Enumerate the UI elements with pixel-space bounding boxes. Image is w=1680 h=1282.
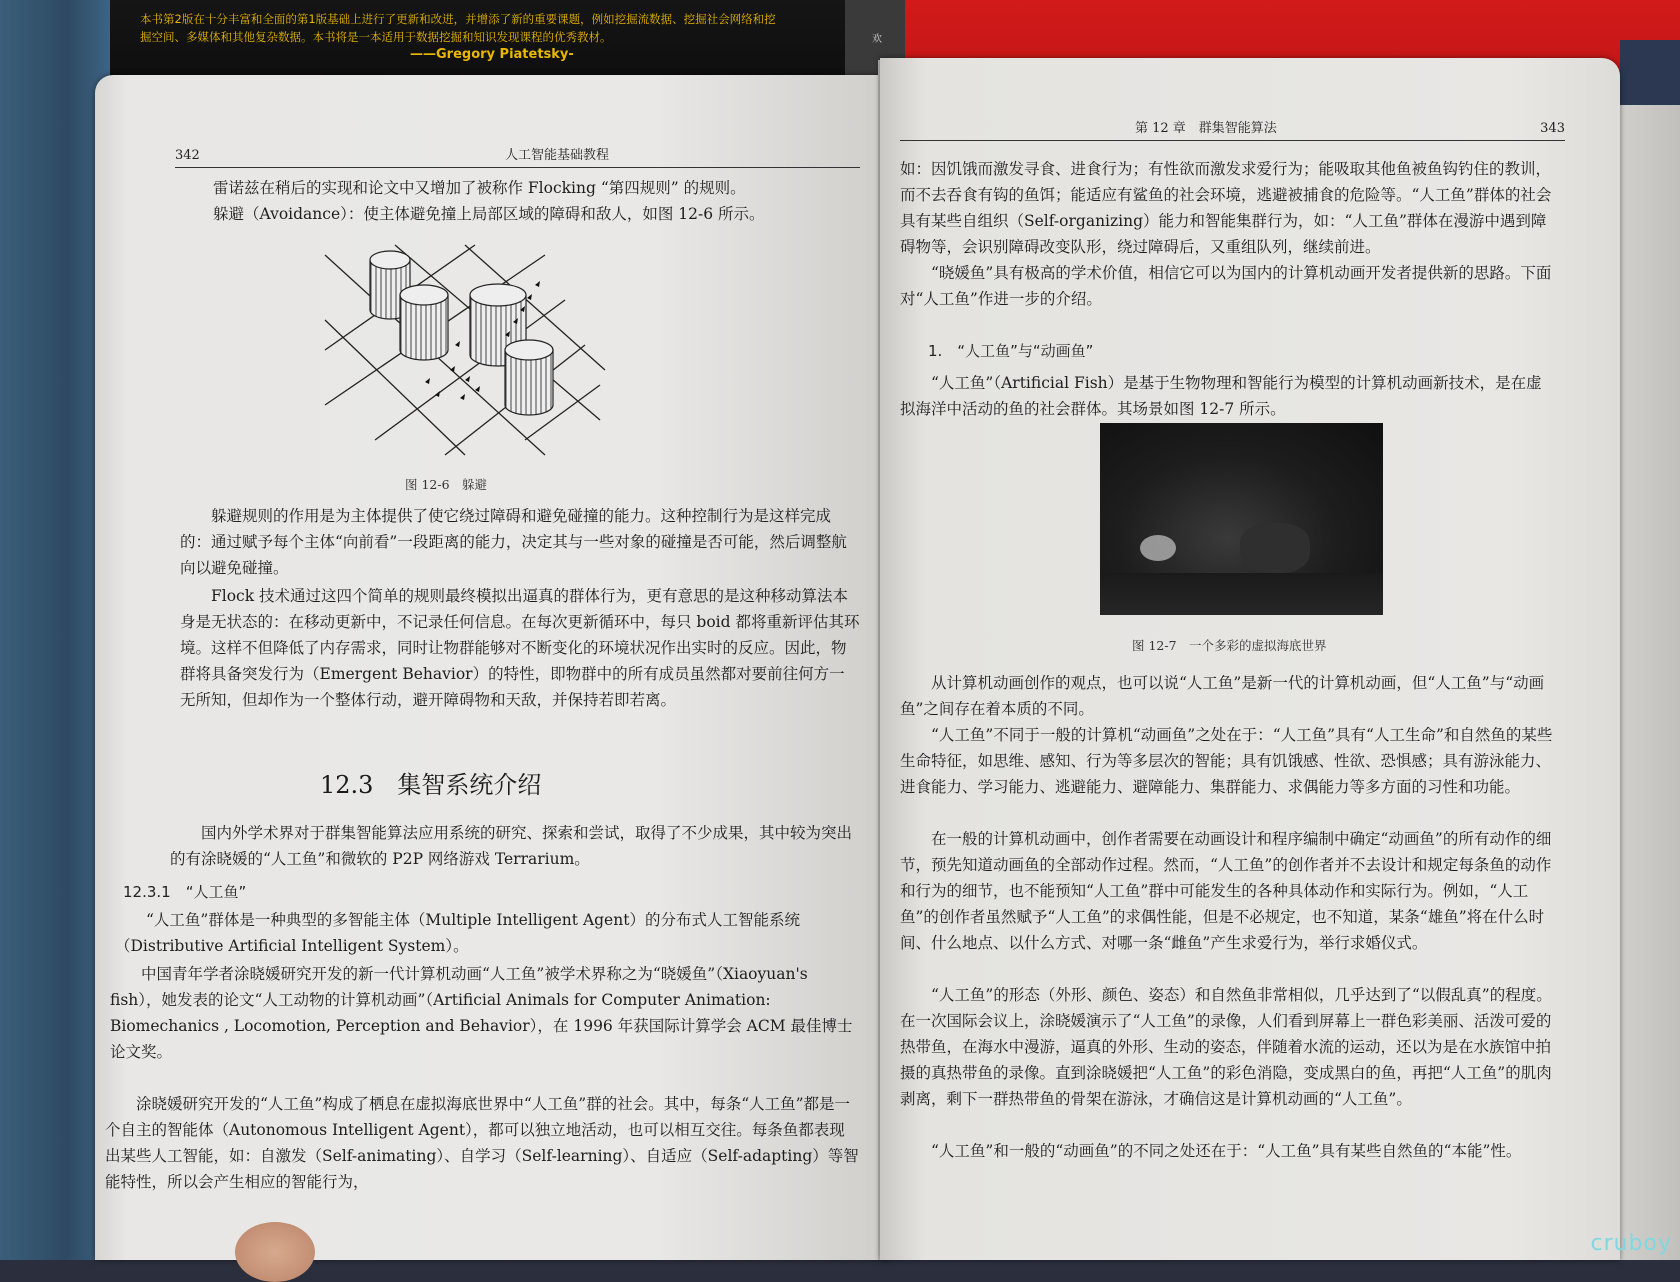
- left-para-agent: “人工鱼”群体是一种典型的多智能主体（Multiple Intelligent Agent）的分布式人工智能系统（Distributive Artificial Intelligent System）。: [115, 911, 800, 955]
- right-para-difference: “人工鱼”不同于一般的计算机“动画鱼”之处在于：“人工鱼”具有“人工生命”和自然鱼的某些生命特征，如思维、感知、行为等多层次的智能；具有饥饿感、性欲、恐惧感；具有游泳能力、进食能力、学习能力、逃避能力、避障能力、集群能力、求偶能力等多方面的习性和功能。: [900, 726, 1553, 796]
- right-para-viewpoint: 从计算机动画创作的观点，也可以说“人工鱼”是新一代的计算机动画，但“人工鱼”与“动画鱼”之间存在着本质的不同。: [900, 674, 1545, 718]
- left-page-header: [175, 137, 860, 168]
- figure-12-6-caption: 图 12-6 躲避: [405, 477, 488, 492]
- left-para-flock: Flock 技术通过这四个简单的规则最终模拟出逼真的群体行为，更有意思的是这种移动算法本身是无状态的：在移动更新中，不记录任何信息。在每次更新循环中，每只 boid 都将重新评估其环境。这样不但降低了内存需求，同时让物群能够对不断变化的环境状况作出实时的反应。因此，物群将具备突发行为（Emergent Behavior）的特性，即物群中的所有成员虽然都对要前往何方一无所知，但却作为一个整体行动，避开障碍物和天敌，并保持若即若离。: [180, 587, 860, 709]
- undersea-world-image: [1100, 423, 1383, 615]
- right-para-form: “人工鱼”的形态（外形、颜色、姿态）和自然鱼非常相似，几乎达到了“以假乱真”的程度。在一次国际会议上，涂晓媛演示了“人工鱼”的录像，人们看到屏幕上一群色彩美丽、活泼可爱的热带鱼，在海水中漫游，逼真的外形、生动的姿态，伴随着水流的运动，还以为是在水族馆中拍摄的真热带鱼的录像。直到涂晓媛把“人工鱼”的彩色消隐，变成黑白的鱼，再把“人工鱼”的肌肉剥离，剩下一群热带鱼的骨架在游泳，才确信这是计算机动画的“人工鱼”。: [900, 986, 1552, 1108]
- intro-line: 雷诺兹在稍后的实现和论文中又增加了被称作 Flocking “第四规则” 的规则。: [213, 179, 746, 197]
- left-page-number: 342: [175, 148, 200, 163]
- right-page: [880, 58, 1620, 1260]
- left-para-research: 国内外学术界对于群集智能算法应用系统的研究、探索和尝试，取得了不少成果，其中较为突出的有涂晓媛的“人工鱼”和微软的 P2P 网络游戏 Terrarium。: [170, 824, 853, 868]
- left-para-society: 涂晓媛研究开发的“人工鱼”构成了栖息在虚拟海底世界中“人工鱼”群的社会。其中，每条“人工鱼”都是一个自主的智能体（Autonomous Intelligent Agent），都可以独立地活动，也可以相互交往。每条鱼都表现出某些人工智能，如：自激发（Self-animating）、自学习（Self-learning）、自适应（Self-adapting）等智能特性，所以会产生相应的智能行为，: [105, 1095, 859, 1191]
- cover-text: [140, 10, 780, 64]
- intro-line: 躲避（Avoidance）：使主体避免撞上局部区域的障碍和敌人，如图 12-6 所示。: [213, 205, 765, 223]
- figure-12-7-caption: 图 12-7 一个多彩的虚拟海底世界: [1132, 638, 1327, 653]
- cover-blurb: 本书第2版在十分丰富和全面的第1版基础上进行了更新和改进，并增添了新的重要课题，例如挖掘流数据、挖掘社会网络和挖掘空间、多媒体和其他复杂数据。本书将是一本适用于数据挖掘和知识发现课程的优秀教材。: [140, 12, 776, 44]
- left-para-avoidance: 躲避规则的作用是为主体提供了使它绕过障碍和避免碰撞的能力。这种控制行为是这样完成的：通过赋予每个主体“向前看”一段距离的能力，决定其与一些对象的碰撞是否可能，然后调整航向以避免碰撞。: [180, 507, 847, 577]
- right-para-animation: 在一般的计算机动画中，创作者需要在动画设计和程序编制中确定“动画鱼”的所有动作的细节，预先知道动画鱼的全部动作过程。然而，“人工鱼”的创作者并不去设计和规定每条鱼的动作和行为的细节，也不能预知“人工鱼”群中可能发生的各种具体动作和实际行为。例如，“人工鱼”的创作者虽然赋予“人工鱼”的求偶性能，但是不必规定，也不知道，某条“雄鱼”将在什么时间、什么地点、以什么方式、对哪一条“雌鱼”产生求爱行为，举行求婚仪式。: [900, 830, 1552, 952]
- photo-fish-light: [1140, 535, 1176, 561]
- section-12-3-title: 12.3 集智系统介绍: [320, 771, 542, 799]
- photo-seabed: [1100, 573, 1383, 615]
- left-page: [95, 75, 890, 1260]
- subsection-12-3-1-title: 12.3.1 “人工鱼”: [123, 883, 247, 901]
- left-header-title: 人工智能基础教程: [505, 148, 610, 163]
- cover-tag: 欢: [872, 34, 882, 45]
- right-para-value: “晓媛鱼”具有极高的学术价值，相信它可以为国内的计算机动画开发者提供新的思路。下面对“人工鱼”作进一步的介绍。: [900, 264, 1552, 308]
- background-fabric: [0, 0, 110, 1260]
- right-para-instinct: “人工鱼”和一般的“动画鱼”的不同之处还在于：“人工鱼”具有某些自然鱼的“本能”性。: [931, 1142, 1522, 1160]
- right-para-behaviors: 如：因饥饿而激发寻食、进食行为；有性欲而激发求爱行为；能吸取其他鱼被鱼钩钓住的教训，而不去吞食有钩的鱼饵；能适应有鲨鱼的社会环境，逃避被捕食的危险等。“人工鱼”群体的社会具有某些自组织（Self-organizing）能力和智能集群行为，如：“人工鱼”群体在漫游中遇到障碍物等，会识别障碍改变队形，绕过障碍后，又重组队列，继续前进。: [900, 160, 1552, 256]
- left-intro: [213, 175, 853, 227]
- right-page-header: [900, 110, 1565, 141]
- photo-fish-dark: [1240, 523, 1310, 573]
- watermark: cruboy: [1590, 1231, 1672, 1256]
- subsection-fish-title: 1. “人工鱼”与“动画鱼”: [928, 342, 1094, 360]
- left-para-xiaoyuan: 中国青年学者涂晓媛研究开发的新一代计算机动画“人工鱼”被学术界称之为“晓媛鱼”（Xiaoyuan's fish），她发表的论文“人工动物的计算机动画”（Artificial Animals for Computer Animation: Biomechanics , Locomotion, Perception and Behavior），在 1996 年获国际计算学会 ACM 最佳博士论文奖。: [110, 965, 853, 1061]
- thumb: [235, 1222, 315, 1282]
- right-para-definition: “人工鱼”（Artificial Fish）是基于生物物理和智能行为模型的计算机动画新技术，是在虚拟海洋中活动的鱼的社会群体。其场景如图 12-7 所示。: [900, 374, 1542, 418]
- cover-quote: ——Gregory Piatetsky-: [410, 47, 574, 62]
- avoidance-figure: [315, 240, 615, 460]
- right-page-number: 343: [1540, 121, 1565, 136]
- right-header-title: 第 12 章 群集智能算法: [1135, 121, 1277, 136]
